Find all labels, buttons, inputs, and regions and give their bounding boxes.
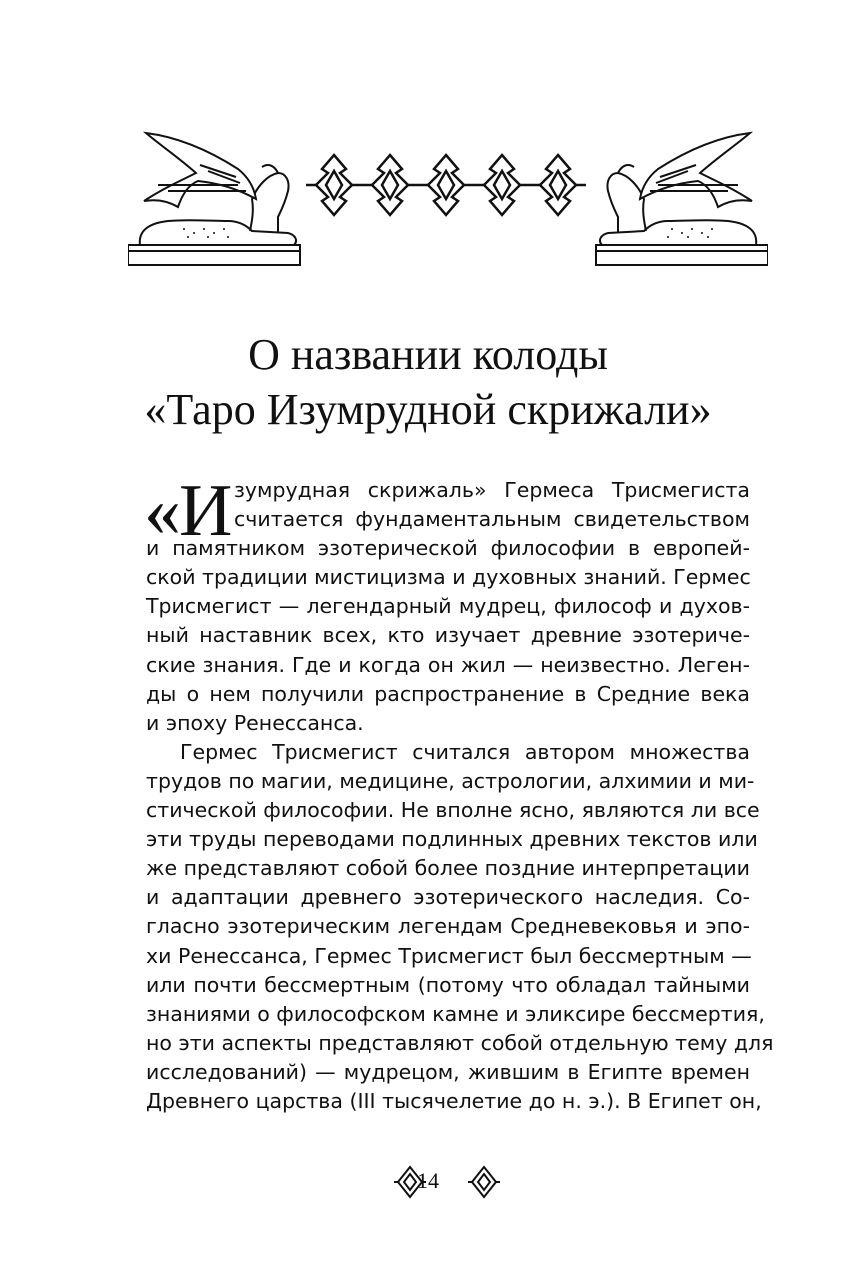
text-line: и памятником эзотерической философии в европей-	[146, 536, 750, 561]
chapter-title-line-1: О названии колоды	[248, 330, 608, 379]
text-line: Трисмегист — легендарный мудрец, философ и духов-	[146, 594, 750, 619]
text-line: знаниями о философском камне и эликсире бессмертия,	[146, 1001, 765, 1026]
text-line: же представляют собой более поздние интерпретации	[146, 856, 750, 881]
page-number: 14	[417, 1168, 439, 1193]
text-line: хи Ренессанса, Гермес Трисмегист был бессмертным —	[146, 943, 752, 968]
drop-cap: «И	[144, 470, 231, 552]
text-line: Древнего царства (III тысячелетие до н. э.). В Египет он,	[146, 1088, 762, 1113]
chapter-title	[80, 327, 776, 437]
text-line: трудов по магии, медицине, астрологии, алхимии и ми-	[146, 768, 755, 793]
sphinx-header-ornament-icon	[128, 125, 768, 270]
page-footer	[0, 1160, 856, 1204]
text-line: или почти бессмертным (потому что обладал тайными	[146, 972, 750, 997]
text-line: но эти аспекты представляют собой отдельную тему для	[146, 1030, 774, 1055]
text-line: гласно эзотерическим легендам Средневековья и эпо-	[146, 914, 750, 939]
body-text	[144, 470, 774, 1116]
text-line: и эпоху Ренессанса.	[146, 710, 364, 735]
text-line: ской традиции мистицизма и духовных знаний. Гермес	[146, 565, 751, 590]
text-line: считается фундаментальным свидетельством	[234, 507, 750, 532]
text-line: стической философии. Не вполне ясно, являются ли все	[146, 798, 760, 823]
text-line: и адаптации древнего эзотерического наследия. Со-	[146, 885, 750, 910]
text-line: Гермес Трисмегист считался автором множества	[180, 739, 750, 764]
text-line: исследований) — мудрецом, жившим в Египте времен	[146, 1059, 750, 1084]
text-line: ный наставник всех, кто изучает древние эзотериче-	[146, 623, 750, 648]
chapter-title-line-2: «Таро Изумрудной скрижали»	[144, 385, 712, 434]
text-line: ды о нем получили распространение в Средние века	[146, 681, 750, 706]
text-line: эти труды переводами подлинных древних текстов или	[146, 827, 758, 852]
text-line: ские знания. Где и когда он жил — неизвестно. Леген-	[146, 652, 750, 677]
text-line: зумрудная скрижаль» Гермеса Трисмегиста	[234, 478, 750, 502]
arabesque-knot-icon	[466, 1164, 502, 1200]
